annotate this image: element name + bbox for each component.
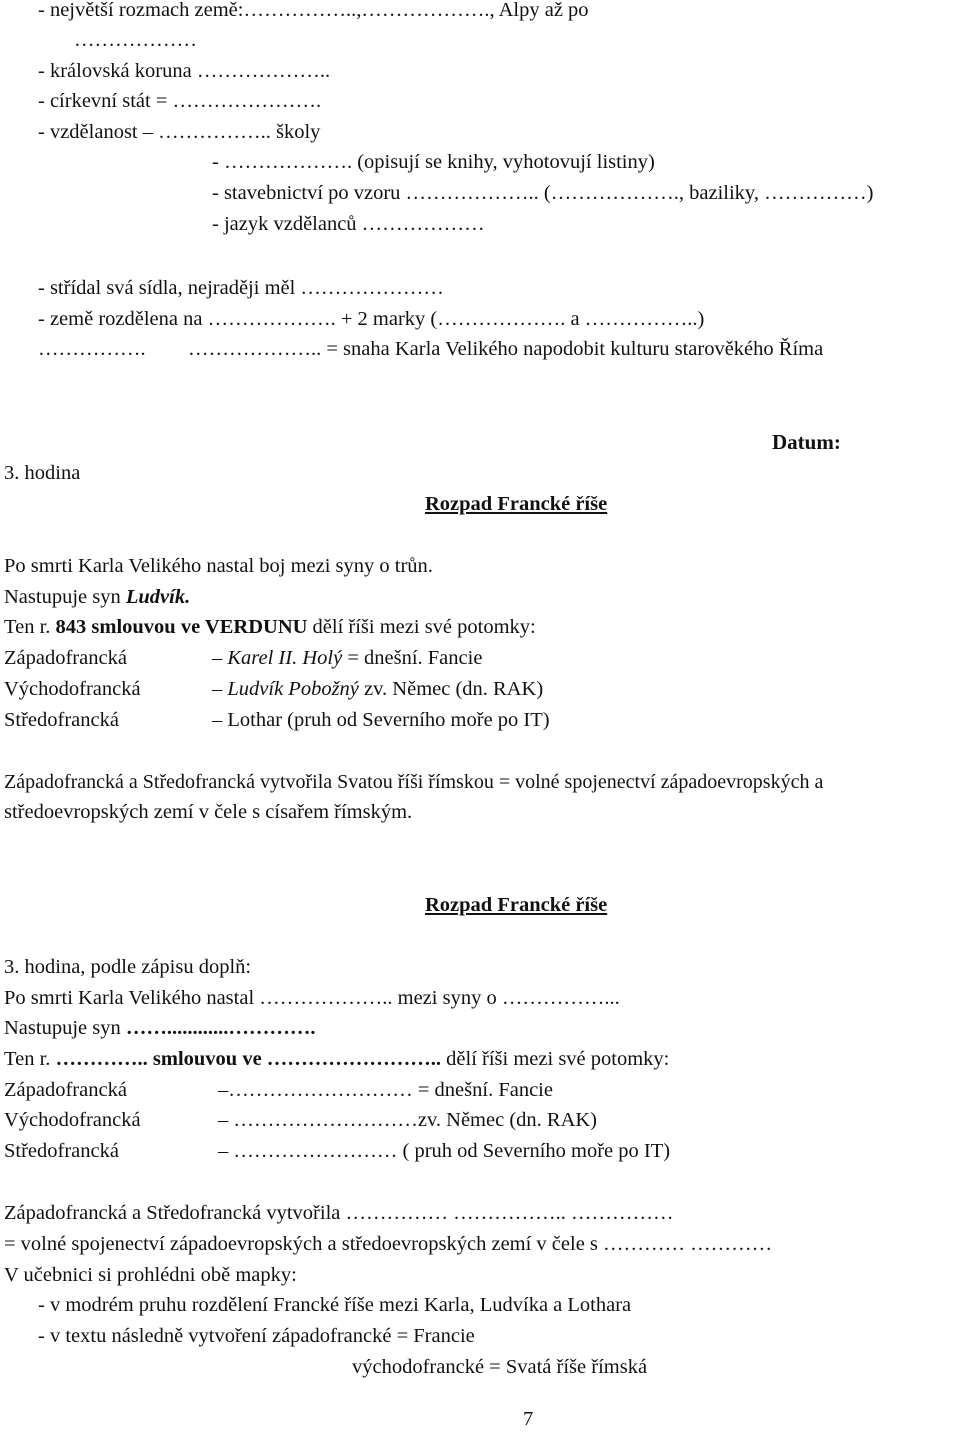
ruler-name: Ludvík Pobožný [227, 678, 359, 700]
kingdom-name: Východofrancká [4, 678, 141, 700]
page-number: 7 [523, 1408, 534, 1430]
note-line: - střídal svá sídla, nejraději měl ………………… [38, 277, 444, 299]
text-line: = volné spojenectví západoevropských a středoevropských zemí v čele s ………… ………… [4, 1233, 773, 1255]
blank-fill: ………….. smlouvou ve …………………….. [55, 1048, 447, 1070]
text-line: Po smrti Karla Velikého nastal boj mezi syny o trůn. [4, 555, 433, 577]
text-line: V učebnici si prohlédni obě mapky: [4, 1264, 297, 1286]
text-line: středoevropských zemí v čele s císařem římským. [4, 801, 413, 823]
dash: – [212, 647, 223, 669]
dash: – [212, 678, 223, 700]
section-title: Rozpad Francké říše [425, 894, 608, 916]
text-line: Západofrancká a Středofrancká vytvořila Svatou říši římskou = volné spojenectví západoevropských a [4, 771, 824, 793]
page-title: Rozpad Francké říše [425, 493, 608, 515]
kingdom-detail [212, 708, 550, 732]
kingdom-detail [212, 677, 543, 701]
kingdom-name: Středofrancká [4, 1140, 119, 1162]
text-fragment: Nastupuje syn [4, 1017, 126, 1039]
text-line [4, 585, 190, 609]
blank-fill: ……............…………. [125, 1017, 316, 1039]
note-line: - největší rozmach země:……………..,………………., Alpy až po [38, 0, 589, 21]
text-fragment: zv. Němec (dn. RAK) [358, 678, 544, 700]
note-line: - církevní stát = …………………. [38, 90, 322, 112]
text-fragment: Ten r. [4, 1048, 56, 1070]
treaty-text: 843 smlouvou ve VERDUNU [55, 616, 308, 638]
text-line: 3. hodina, podle zápisu doplň: [4, 956, 252, 978]
text-line [4, 1016, 315, 1040]
note-line: - stavebnictví po vzoru ……………….. (………………., baziliky, ……………) [212, 182, 874, 204]
text-line: Západofrancká a Středofrancká vytvořila …………… …………….. …………… [4, 1202, 674, 1224]
kingdom-name: Středofrancká [4, 709, 119, 731]
note-line: - země rozdělena na ………………. + 2 marky (………………. a ……………..) [38, 308, 705, 330]
text-fragment: = dnešní. Fancie [342, 647, 483, 669]
kingdom-name: Západofrancká [4, 647, 127, 669]
kingdom-detail [212, 646, 482, 670]
bullet-item: - v modrém pruhu rozdělení Francké říše mezi Karla, Ludvíka a Lothara [38, 1294, 632, 1316]
text-line: Po smrti Karla Velikého nastal ……………….. mezi syny o ……………... [4, 987, 620, 1009]
note-line: - královská koruna ……………….. [38, 60, 331, 82]
text-fragment: Lothar (pruh od Severního moře po IT) [227, 709, 550, 731]
text-fragment: Ten r. [4, 616, 56, 638]
note-line: ……………….. = snaha Karla Velikého napodobit kulturu starověkého Říma [188, 338, 824, 360]
text-line [4, 615, 536, 639]
bullet-item: východofrancké = Svatá říše římská [352, 1356, 648, 1378]
text-line [4, 1047, 669, 1071]
kingdom-name: Východofrancká [4, 1109, 141, 1131]
note-line: ……………… [74, 29, 197, 51]
kingdom-detail: – …………………… ( pruh od Severního moře po IT) [218, 1140, 671, 1162]
text-fragment: dělí říši mezi své potomky: [446, 1048, 670, 1070]
bullet-item: - v textu následně vytvoření západofrancké = Francie [38, 1325, 475, 1347]
note-line: - vzdělanost – …………….. školy [38, 121, 321, 143]
ruler-name: Ludvík. [125, 586, 191, 608]
lesson-number: 3. hodina [4, 462, 81, 484]
kingdom-detail: – ………………………zv. Němec (dn. RAK) [218, 1109, 597, 1131]
datum-label: Datum: [772, 430, 841, 454]
text-fragment: dělí říši mezi své potomky: [307, 616, 536, 638]
note-line: - ………………. (opisují se knihy, vyhotovují listiny) [212, 151, 655, 173]
ruler-name: Karel II. Holý [227, 647, 343, 669]
kingdom-name: Západofrancká [4, 1079, 127, 1101]
note-line: - jazyk vzdělanců ……………… [212, 213, 485, 235]
dash: – [212, 709, 223, 731]
note-line: ……………. [38, 338, 146, 360]
text-fragment: Nastupuje syn [4, 586, 126, 608]
kingdom-detail: –……………………… = dnešní. Fancie [218, 1079, 553, 1101]
